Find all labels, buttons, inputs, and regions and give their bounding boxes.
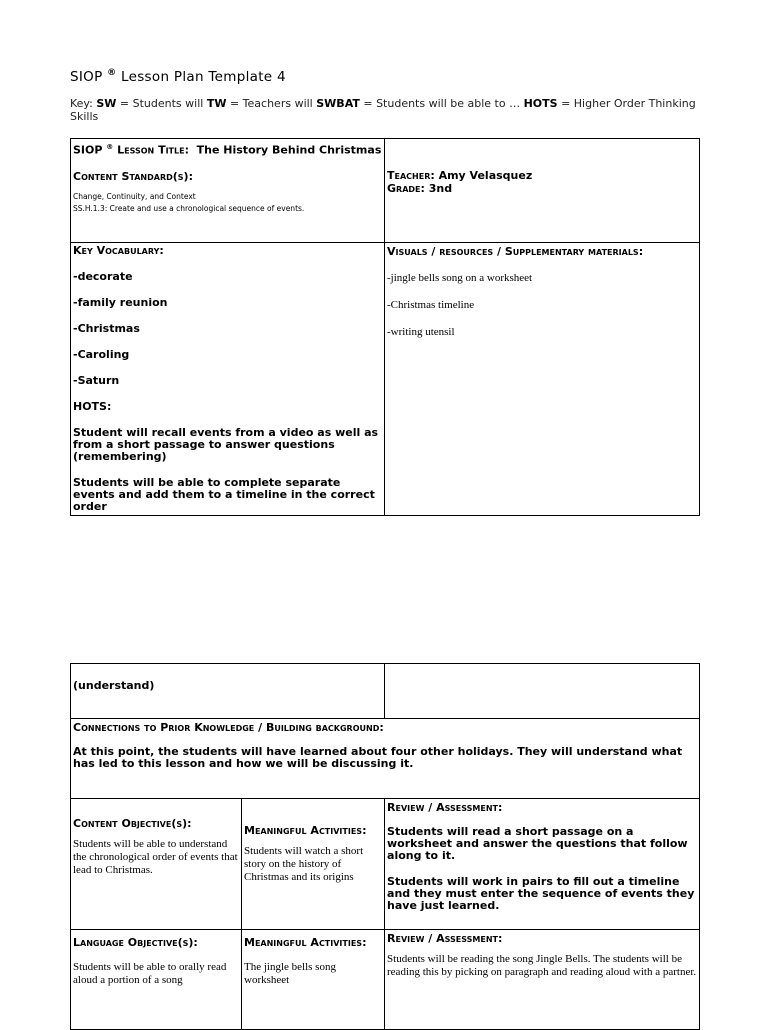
review-cell-1	[385, 799, 700, 930]
activities-label: Meaningful Activities:	[244, 936, 367, 949]
understand-cell	[71, 664, 385, 719]
review-text: Students will work in pairs to fill out a timeline and they must enter the sequence of events they have just learned.	[387, 875, 695, 912]
activities-text: Students will watch a short story on the history of Christmas and its origins	[244, 845, 364, 883]
hots-item: Student will recall events from a video as well as from a short passage to answer questions (remembering)	[73, 426, 379, 463]
activities-cell-2	[242, 930, 385, 1030]
understand-text: (understand)	[73, 679, 155, 692]
vocab-item: -Christmas	[73, 322, 140, 335]
key-legend: Key: SW = Students will TW = Teachers will SWBAT = Students will be able to … HOTS = Higher Order Thinking Skills	[70, 97, 696, 123]
teacher-grade-cell	[385, 139, 700, 243]
content-objective-cell	[71, 799, 242, 930]
review-cell-2	[385, 930, 700, 1030]
review-text: Students will read a short passage on a worksheet and answer the questions that follow along to it.	[387, 825, 688, 862]
activities-label: Meaningful Activities:	[244, 824, 367, 837]
visuals-label: Visuals / resources / Supplementary materials:	[387, 245, 644, 258]
content-standard-label: Content Standard(s):	[73, 169, 193, 183]
hots-item: Students will be able to complete separate events and add them to a timeline in the correct order	[73, 476, 375, 513]
review-label: Review / Assessment:	[387, 932, 503, 945]
review-label: Review / Assessment:	[387, 801, 503, 814]
empty-cell	[385, 664, 700, 719]
activities-text: The jingle bells song worksheet	[244, 961, 336, 986]
lesson-objectives-table	[70, 663, 700, 1030]
visuals-item: -Christmas timeline	[387, 299, 475, 311]
vocabulary-cell	[71, 243, 385, 516]
vocab-item: -decorate	[73, 270, 133, 283]
document-title: SIOP ® Lesson Plan Template 4	[70, 68, 286, 85]
visuals-item: -jingle bells song on a worksheet	[387, 272, 533, 284]
visuals-cell	[385, 243, 700, 516]
language-objective-cell	[71, 930, 242, 1030]
connections-label: Connections to Prior Knowledge / Building background:	[73, 721, 384, 734]
teacher-field: Teacher: Amy Velasquez	[387, 169, 533, 182]
grade-field: Grade: 3nd	[387, 182, 453, 195]
lesson-header-table	[70, 138, 700, 516]
vocab-label: Key Vocabulary:	[73, 244, 164, 257]
standard-line-2: SS.H.1.3: Create and use a chronological sequence of events.	[73, 203, 305, 213]
activities-cell-1	[242, 799, 385, 930]
review-text: Students will be reading the song Jingle Bells. The students will be reading this by picking on paragraph and reading aloud with a partner.	[387, 953, 697, 978]
content-objective-text: Students will be able to understand the chronological order of events that lead to Christmas.	[73, 838, 238, 876]
lesson-title: SIOP ® Lesson Title: The History Behind Christmas	[73, 143, 382, 157]
visuals-item: -writing utensil	[387, 326, 455, 338]
standard-line-1: Change, Continuity, and Context	[73, 191, 196, 201]
vocab-item: -Saturn	[73, 374, 120, 387]
content-objective-label: Content Objective(s):	[73, 817, 192, 830]
language-objective-text: Students will be able to orally read aloud a portion of a song	[73, 961, 227, 986]
language-objective-label: Language Objective(s):	[73, 936, 198, 949]
vocab-item: -family reunion	[73, 296, 168, 309]
connections-text: At this point, the students will have learned about four other holidays. They will understand what has led to this lesson and how we will be discussing it.	[73, 745, 683, 770]
connections-cell	[71, 719, 700, 799]
vocab-item: -Caroling	[73, 348, 130, 361]
hots-label: HOTS:	[73, 400, 112, 413]
lesson-title-cell	[71, 139, 385, 243]
